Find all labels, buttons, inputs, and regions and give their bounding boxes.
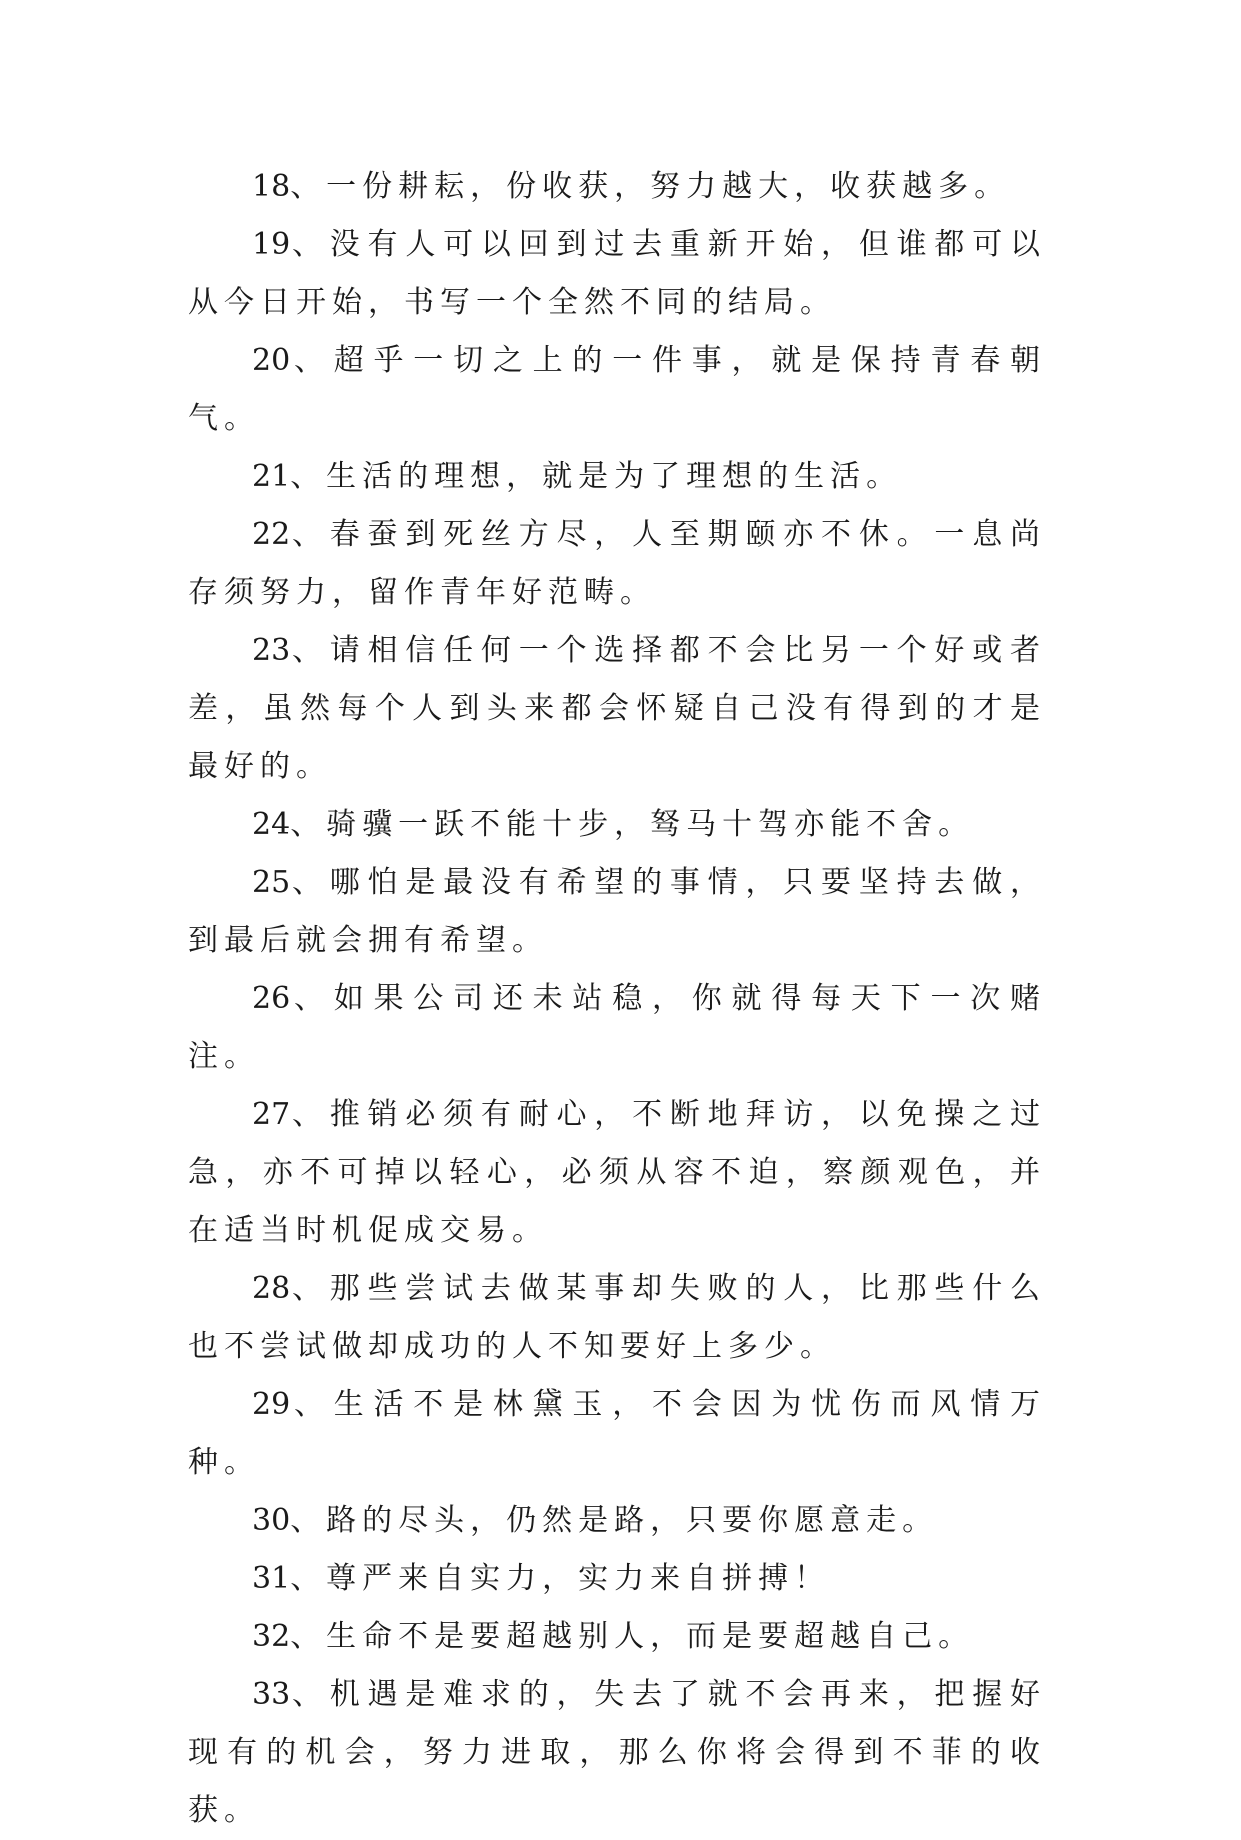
paragraph-21	[188, 448, 1046, 506]
paragraph-number: 19	[252, 227, 291, 262]
paragraph-number: 26	[252, 981, 291, 1016]
paragraph-text: 、生活不是林黛玉，不会因为忧伤而风情万种。	[188, 1387, 1046, 1480]
paragraph-text: 、路的尽头，仍然是路，只要你愿意走。	[290, 1503, 939, 1538]
paragraph-22	[188, 506, 1046, 622]
paragraph-number: 32	[252, 1619, 291, 1654]
paragraph-text: 、超乎一切之上的一件事，就是保持青春朝气。	[188, 343, 1046, 436]
paragraph-29	[188, 1376, 1046, 1492]
paragraph-33	[188, 1666, 1046, 1840]
paragraph-28	[188, 1260, 1046, 1376]
paragraph-number: 28	[252, 1271, 291, 1306]
paragraph-text: 、生命不是要超越别人，而是要超越自己。	[290, 1619, 975, 1654]
paragraph-26	[188, 970, 1046, 1086]
paragraph-number: 25	[252, 865, 291, 900]
paragraph-25	[188, 854, 1046, 970]
paragraph-number: 24	[252, 807, 291, 842]
paragraph-18	[188, 158, 1046, 216]
paragraph-number: 33	[252, 1677, 291, 1712]
paragraph-text: 、生活的理想，就是为了理想的生活。	[290, 459, 903, 494]
paragraph-text: 、春蚕到死丝方尽，人至期颐亦不休。一息尚存须努力，留作青年好范畴。	[188, 517, 1046, 610]
paragraph-text: 、请相信任何一个选择都不会比另一个好或者差，虽然每个人到头来都会怀疑自己没有得到的才是最好的。	[188, 633, 1046, 784]
paragraph-text: 、尊严来自实力，实力来自拼搏！	[290, 1561, 831, 1596]
paragraph-text: 、哪怕是最没有希望的事情，只要坚持去做，到最后就会拥有希望。	[188, 865, 1046, 958]
paragraph-text: 、一份耕耘，份收获，努力越大，收获越多。	[290, 169, 1011, 204]
paragraph-19	[188, 216, 1046, 332]
paragraph-text: 、没有人可以回到过去重新开始，但谁都可以从今日开始，书写一个全然不同的结局。	[188, 227, 1046, 320]
paragraph-number: 29	[252, 1387, 291, 1422]
paragraph-text: 、机遇是难求的，失去了就不会再来，把握好现有的机会，努力进取，那么你将会得到不菲的收获。	[188, 1677, 1046, 1828]
paragraph-text: 、那些尝试去做某事却失败的人，比那些什么也不尝试做却成功的人不知要好上多少。	[188, 1271, 1046, 1364]
paragraph-number: 18	[252, 169, 291, 204]
paragraph-number: 20	[252, 343, 291, 378]
paragraph-number: 22	[252, 517, 291, 552]
paragraph-31	[188, 1550, 1046, 1608]
paragraph-32	[188, 1608, 1046, 1666]
paragraph-20	[188, 332, 1046, 448]
paragraph-30	[188, 1492, 1046, 1550]
paragraph-number: 31	[252, 1561, 291, 1596]
paragraph-text: 、推销必须有耐心，不断地拜访，以免操之过急，亦不可掉以轻心，必须从容不迫，察颜观色，并在适当时机促成交易。	[188, 1097, 1046, 1248]
paragraph-number: 23	[252, 633, 291, 668]
paragraph-number: 21	[252, 459, 291, 494]
paragraph-number: 27	[252, 1097, 291, 1132]
document-body	[188, 158, 1046, 1840]
paragraph-text: 、如果公司还未站稳，你就得每天下一次赌注。	[188, 981, 1046, 1074]
paragraph-23	[188, 622, 1046, 796]
paragraph-text: 、骑骥一跃不能十步，驽马十驾亦能不舍。	[290, 807, 975, 842]
paragraph-24	[188, 796, 1046, 854]
paragraph-27	[188, 1086, 1046, 1260]
paragraph-number: 30	[252, 1503, 291, 1538]
